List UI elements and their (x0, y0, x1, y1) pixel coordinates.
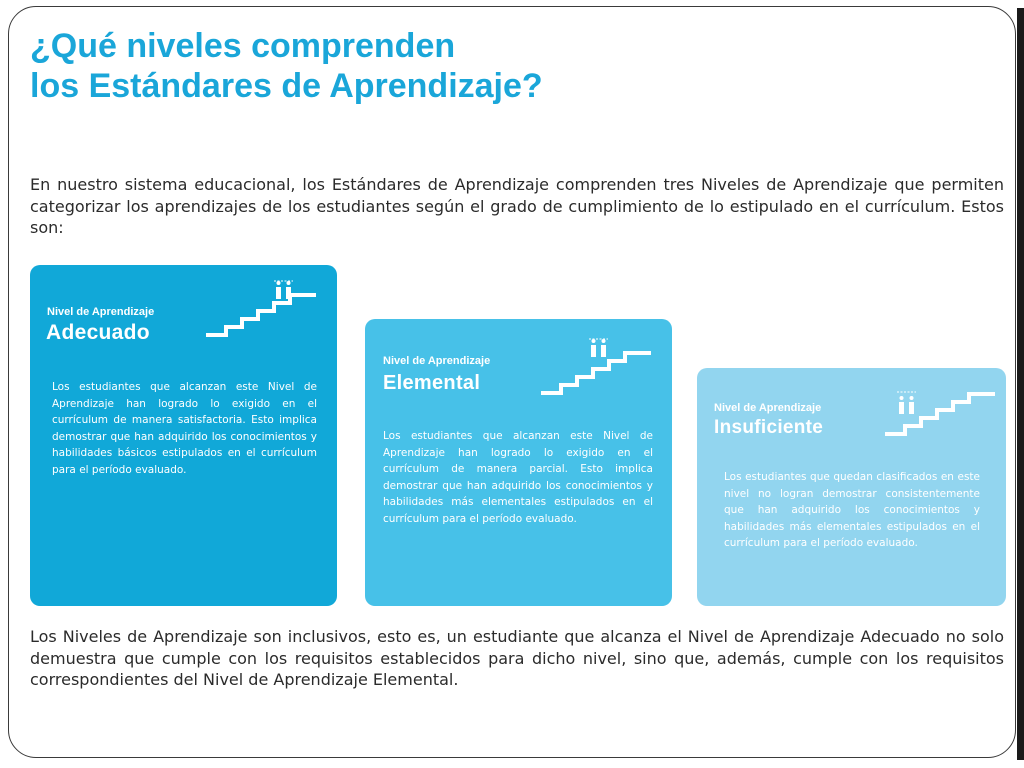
slide-title (30, 26, 543, 106)
level-card-adecuado (30, 265, 337, 606)
stairs-people-icon (200, 277, 320, 341)
stairs-people-icon (535, 335, 655, 399)
level-kicker: Nivel de Aprendizaje (714, 402, 822, 414)
level-kicker: Nivel de Aprendizaje (383, 355, 491, 367)
level-name: Elemental (383, 372, 481, 394)
level-description: Los estudiantes que quedan clasificados en este nivel no logran demostrar consistentemente que han adquirido los conocimientos y habilidades más elementales estipulados en el currículum para el período evaluado. (724, 471, 980, 549)
level-name: Adecuado (46, 321, 150, 344)
stairs-people-icon (879, 384, 999, 448)
level-card-insuficiente (697, 368, 1006, 606)
slide-edge-shadow (1017, 8, 1024, 760)
title-line-1: ¿Qué niveles comprenden (30, 27, 456, 65)
title-line-2: los Estándares de Aprendizaje? (30, 67, 543, 105)
level-name: Insuficiente (714, 417, 824, 438)
level-description: Los estudiantes que alcanzan este Nivel de Aprendizaje han logrado lo exigido en el currículum de manera satisfactoria. Esto implica demostrar que han adquirido los conocimientos y habilidades básicos estipulados en el currículum para el período evaluado. (52, 381, 317, 476)
level-card-elemental (365, 319, 672, 606)
level-kicker: Nivel de Aprendizaje (47, 306, 155, 318)
intro-paragraph: En nuestro sistema educacional, los Estándares de Aprendizaje comprenden tres Niveles de Aprendizaje que permiten categorizar los aprendizajes de los estudiantes según el grado de cumplimiento de lo estipulado en el currículum. Estos son: (30, 175, 1004, 237)
level-description: Los estudiantes que alcanzan este Nivel de Aprendizaje han logrado lo exigido en el currículum de manera parcial. Esto implica demostrar que han adquirido los conocimientos y habilidades más elementales estipulados en el currículum para el período evaluado. (383, 430, 653, 525)
closing-paragraph: Los Niveles de Aprendizaje son inclusivos, esto es, un estudiante que alcanza el Nivel de Aprendizaje Adecuado no solo demuestra que cumple con los requisitos establecidos para dicho nivel, sino que, además, cumple con los requisitos correspondientes del Nivel de Aprendizaje Elemental. (30, 627, 1004, 689)
